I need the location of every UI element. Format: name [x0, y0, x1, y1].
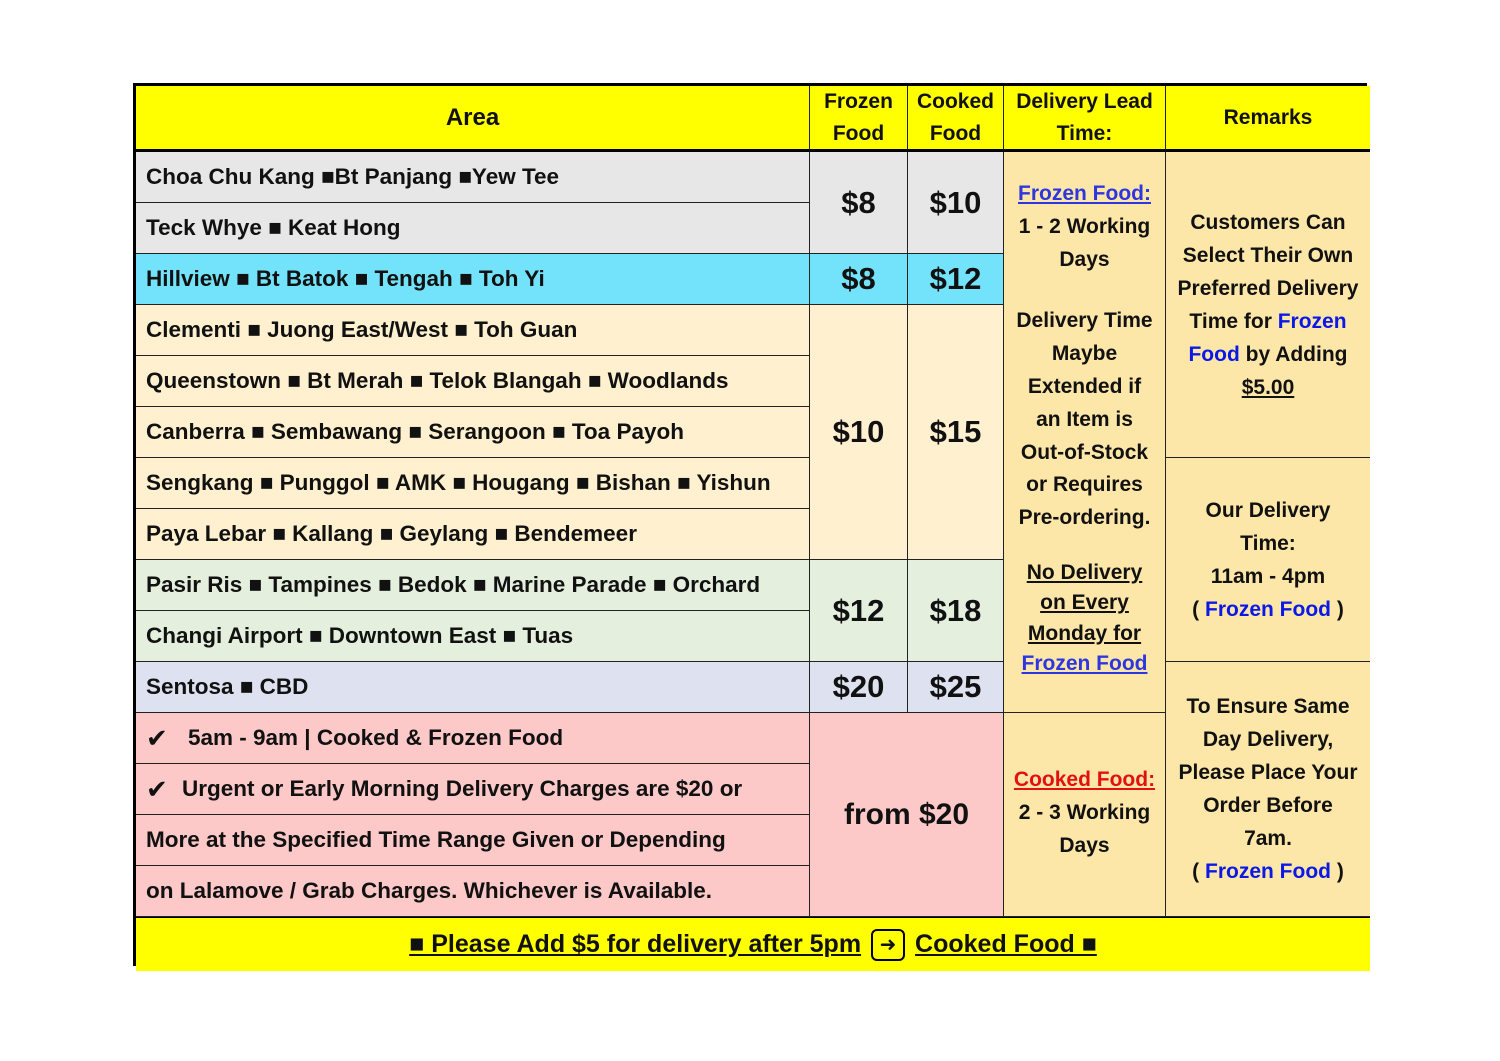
footer-note-left: ■ Please Add $5 for delivery after 5pm	[409, 930, 862, 958]
checkmark-icon: ✔	[146, 722, 168, 753]
frozen-price: $20	[810, 662, 908, 713]
area-row: Choa Chu Kang ■Bt Panjang ■Yew Tee	[136, 152, 810, 203]
early-delivery-price: from $20	[810, 713, 1004, 917]
no-delivery-note: No Delivery	[1026, 560, 1143, 584]
cooked-price: $25	[908, 662, 1004, 713]
footer-note	[136, 917, 1370, 971]
cooked-price: $18	[908, 560, 1004, 662]
header-delivery-lead-time: Delivery Lead Time:	[1004, 86, 1166, 152]
early-row: ✔ Urgent or Early Morning Delivery Charges are $20 or	[136, 764, 810, 815]
area-row: Paya Lebar ■ Kallang ■ Geylang ■ Bendemeer	[136, 509, 810, 560]
frozen-price: $8	[810, 254, 908, 305]
frozen-lead-title: Frozen Food:	[1018, 182, 1151, 205]
cooked-price: $15	[908, 305, 1004, 560]
area-row: Sentosa ■ CBD	[136, 662, 810, 713]
header-cooked-food: Cooked Food	[908, 86, 1004, 152]
early-row: More at the Specified Time Range Given or Depending	[136, 815, 810, 866]
cooked-lead-title: Cooked Food:	[1013, 768, 1156, 791]
arrow-right-icon: ➜	[871, 929, 905, 961]
footer-note-right: Cooked Food ■	[915, 930, 1097, 958]
frozen-lead-time: Frozen Food: 1 - 2 Working Days Delivery Time Maybe Extended if an Item is Out-of-Stock or Requires Pre-ordering. No Delivery on Every Monday for Frozen Food	[1004, 152, 1166, 713]
area-row: Pasir Ris ■ Tampines ■ Bedok ■ Marine Parade ■ Orchard	[136, 560, 810, 611]
checkmark-icon: ✔	[146, 773, 168, 804]
remark-preferred-time: Customers Can Select Their Own Preferred Delivery Time for Frozen Food by Adding $5.00	[1166, 152, 1370, 458]
area-row: Queenstown ■ Bt Merah ■ Telok Blangah ■ Woodlands	[136, 356, 810, 407]
area-row: Changi Airport ■ Downtown East ■ Tuas	[136, 611, 810, 662]
header-frozen-food: Frozen Food	[810, 86, 908, 152]
remark-same-day: To Ensure Same Day Delivery, Please Place Your Order Before 7am. ( Frozen Food )	[1166, 662, 1370, 917]
cooked-price: $12	[908, 254, 1004, 305]
frozen-price: $8	[810, 152, 908, 254]
area-row: Clementi ■ Juong East/West ■ Toh Guan	[136, 305, 810, 356]
early-row: on Lalamove / Grab Charges. Whichever is Available.	[136, 866, 810, 917]
header-remarks: Remarks	[1166, 86, 1370, 152]
area-row: Sengkang ■ Punggol ■ AMK ■ Hougang ■ Bishan ■ Yishun	[136, 458, 810, 509]
cooked-lead-time: Cooked Food: 2 - 3 Working Days	[1004, 713, 1166, 917]
area-row: Teck Whye ■ Keat Hong	[136, 203, 810, 254]
cooked-price: $10	[908, 152, 1004, 254]
area-row: Hillview ■ Bt Batok ■ Tengah ■ Toh Yi	[136, 254, 810, 305]
area-row: Canberra ■ Sembawang ■ Serangoon ■ Toa Payoh	[136, 407, 810, 458]
early-row: ✔ 5am - 9am | Cooked & Frozen Food	[136, 713, 810, 764]
frozen-price: $10	[810, 305, 908, 560]
header-area: Area	[136, 86, 810, 152]
remark-delivery-time: Our Delivery Time: 11am - 4pm ( Frozen Food )	[1166, 458, 1370, 662]
frozen-price: $12	[810, 560, 908, 662]
delivery-rate-table	[133, 83, 1367, 966]
